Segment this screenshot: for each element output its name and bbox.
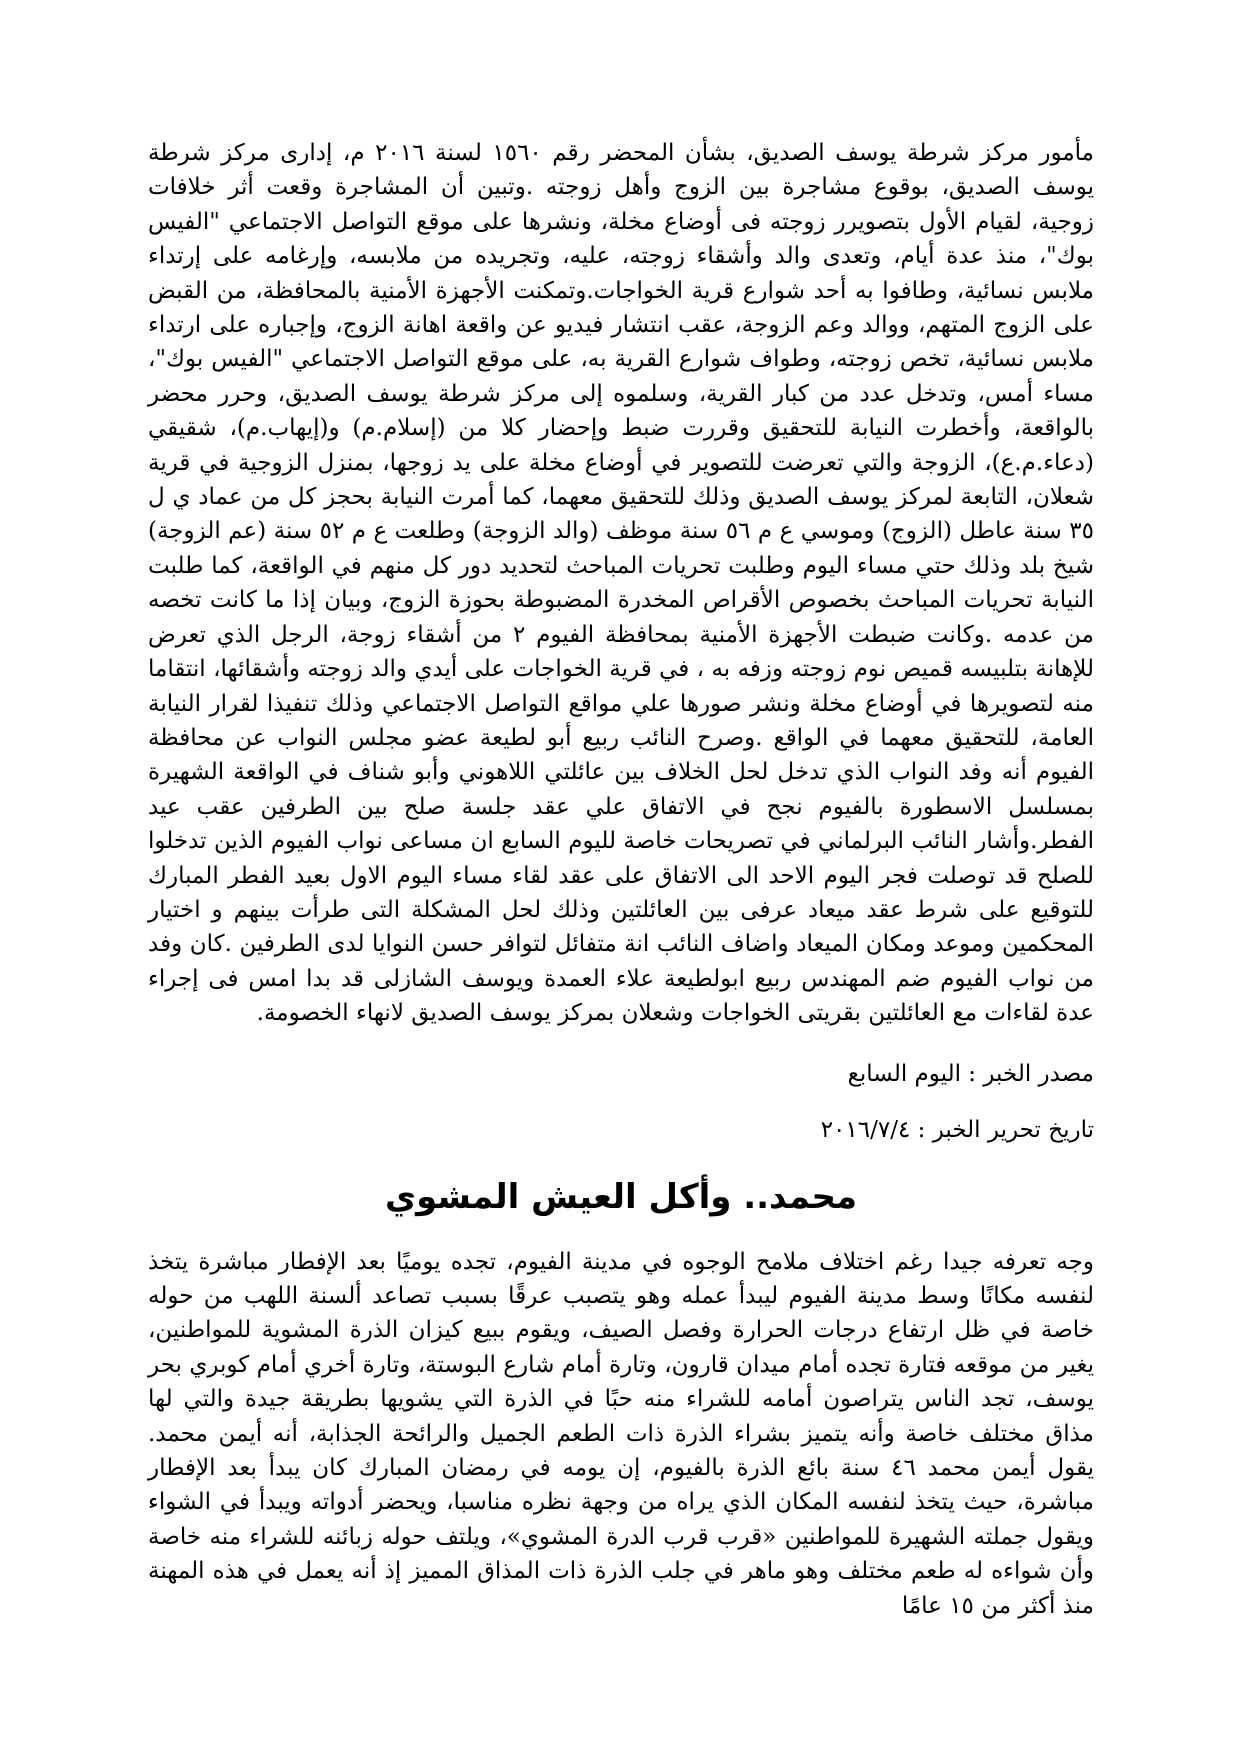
- news-source-line: مصدر الخبر : اليوم السابع: [847, 1060, 1094, 1087]
- article2-body: وجه تعرفه جيدا رغم اختلاف ملامح الوجوه في مدينة الفيوم، تجده يوميًا بعد الإفطار مباشرة يتخذ لنفسه مكانًا وسط مدينة الفيوم ليبدأ عمله وهو يتصبب عرقًا بسبب تصاعد ألسنة اللهب من حوله خاصة في ظل ارتفاع درجات الحرارة وفصل الصيف، ويقوم ببيع كيزان الذرة المشوية للمواطنين، يغير من موقعه فتارة تجده أمام ميدان قارون، وتارة أمام شارع البوستة، وتارة أخري أمام كوبري بحر يوسف، تجد الناس يتراصون أمامه للشراء منه حبًا في الذرة التي يشويها بطريقة جيدة والتي لها مذاق مختلف خاصة وأنه يتميز بشراء الذرة ذات الطعم الجميل والرائحة الجذابة، أنه أيمن محمد. يقول أيمن محمد ٤٦ سنة بائع الذرة بالفيوم، إن يومه في رمضان المبارك كان يبدأ بعد الإفطار مباشرة، حيث يتخذ لنفسه المكان الذي يراه من وجهة نظره مناسبا، ويحضر أدواته ويبدأ في الشواء ويقول جملته الشهيرة للمواطنين «قرب قرب الدرة المشوي»، ويلتف حوله زبائنه للشراء منه خاصة وأن شواءه له طعم مختلف وهو ماهر في جلب الذرة ذات المذاق المميز إذ أنه يعمل في هذه المهنة منذ أكثر من ١٥ عامًا: [148, 1248, 1094, 1619]
- article2-title: محمد.. وأكل العيش المشوي: [384, 1176, 858, 1217]
- article1-body: مأمور مركز شرطة يوسف الصديق، بشأن المحضر رقم ١٥٦٠ لسنة ٢٠١٦ م، إدارى مركز شرطة يوسف الصديق، بوقوع مشاجرة بين الزوج وأهل زوجته .وتبين أن المشاجرة وقعت أثر خلافات زوجية، لقيام الأول بتصويرر زوجته فى أوضاع مخلة، ونشرها على موقع التواصل الاجتماعي "الفيس بوك"، منذ عدة أيام، وتعدى والد وأشقاء زوجته، عليه، وتجريده من ملابسه، وإرغامه على إرتداء ملابس نسائية، وطافوا به أحد شوارع قرية الخواجات.وتمكنت الأجهزة الأمنية بالمحافظة، من القبض على الزوج المتهم، ووالد وعم الزوجة، عقب انتشار فيديو عن واقعة اهانة الزوج، وإجباره على ارتداء ملابس نسائية، تخص زوجته، وطواف شوارع القرية به، على موقع التواصل الاجتماعي "الفيس بوك"، مساء أمس، وتدخل عدد من كبار القرية، وسلموه إلى مركز شرطة يوسف الصديق، وحرر محضر بالواقعة، وأخطرت النيابة للتحقيق وقررت ضبط وإحضار كلا من (إسلام.م) و(إيهاب.م)، شقيقي (دعاء.م.ع)، الزوجة والتي تعرضت للتصوير في أوضاع مخلة على يد زوجها، بمنزل الزوجية في قرية شعلان، التابعة لمركز يوسف الصديق وذلك للتحقيق معهما، كما أمرت النيابة بحجز كل من عماد ي ل ٣٥ سنة عاطل (الزوج) وموسي ع م ٥٦ سنة موظف (والد الزوجة) وطلعت ع م ٥٢ سنة (عم الزوجة) شيخ بلد وذلك حتي مساء اليوم وطلبت تحريات المباحث لتحديد دور كل منهم في الواقعة، كما طلبت النيابة تحريات المباحث بخصوص الأقراص المخدرة المضبوطة بحوزة الزوج، وبيان إذا ما كانت تخصه من عدمه .وكانت ضبطت الأجهزة الأمنية بمحافظة الفيوم ٢ من أشقاء زوجة، الرجل الذي تعرض للإهانة بتلبيسه قميص نوم زوجته وزفه به ، في قرية الخواجات على أيدي والد زوجته وأشقائها، انتقاما منه لتصويرها في أوضاع مخلة ونشر صورها علي مواقع التواصل الاجتماعي وذلك تنفيذا لقرار النيابة العامة، للتحقيق معهما في الواقع .وصرح النائب ربيع أبو لطيعة عضو مجلس النواب عن محافظة الفيوم أنه وفد النواب الذي تدخل لحل الخلاف بين عائلتي اللاهوني وأبو شناف في الواقعة الشهيرة بمسلسل الاسطورة بالفيوم نجح في الاتفاق علي عقد جلسة صلح بين الطرفين عقب عيد الفطر.وأشار النائب البرلماني في تصريحات خاصة لليوم السابع ان مساعى نواب الفيوم الذين تدخلوا للصلح قد توصلت فجر اليوم الاحد الى الاتفاق على عقد لقاء مساء اليوم الاول بعيد الفطر المبارك للتوقيع على شرط عقد ميعاد عرفى بين العائلتين وذلك لحل المشكلة التى طرأت بينهم و اختيار المحكمين وموعد ومكان الميعاد واضاف النائب انة متفائل لتوافر حسن النوايا لدى الطرفين .كان وفد من نواب الفيوم ضم المهندس ربيع ابولطيعة علاء العمدة ويوسف الشازلى قد بدا امس فى إجراء عدة لقاءات مع العائلتين بقريتى الخواجات وشعلان بمركز يوسف الصديق لانهاء الخصومة.: [148, 140, 1094, 1027]
- news-date-line: تاريخ تحرير الخبر : ٢٠١٦/٧/٤: [820, 1116, 1094, 1143]
- page-content: [148, 136, 1094, 1623]
